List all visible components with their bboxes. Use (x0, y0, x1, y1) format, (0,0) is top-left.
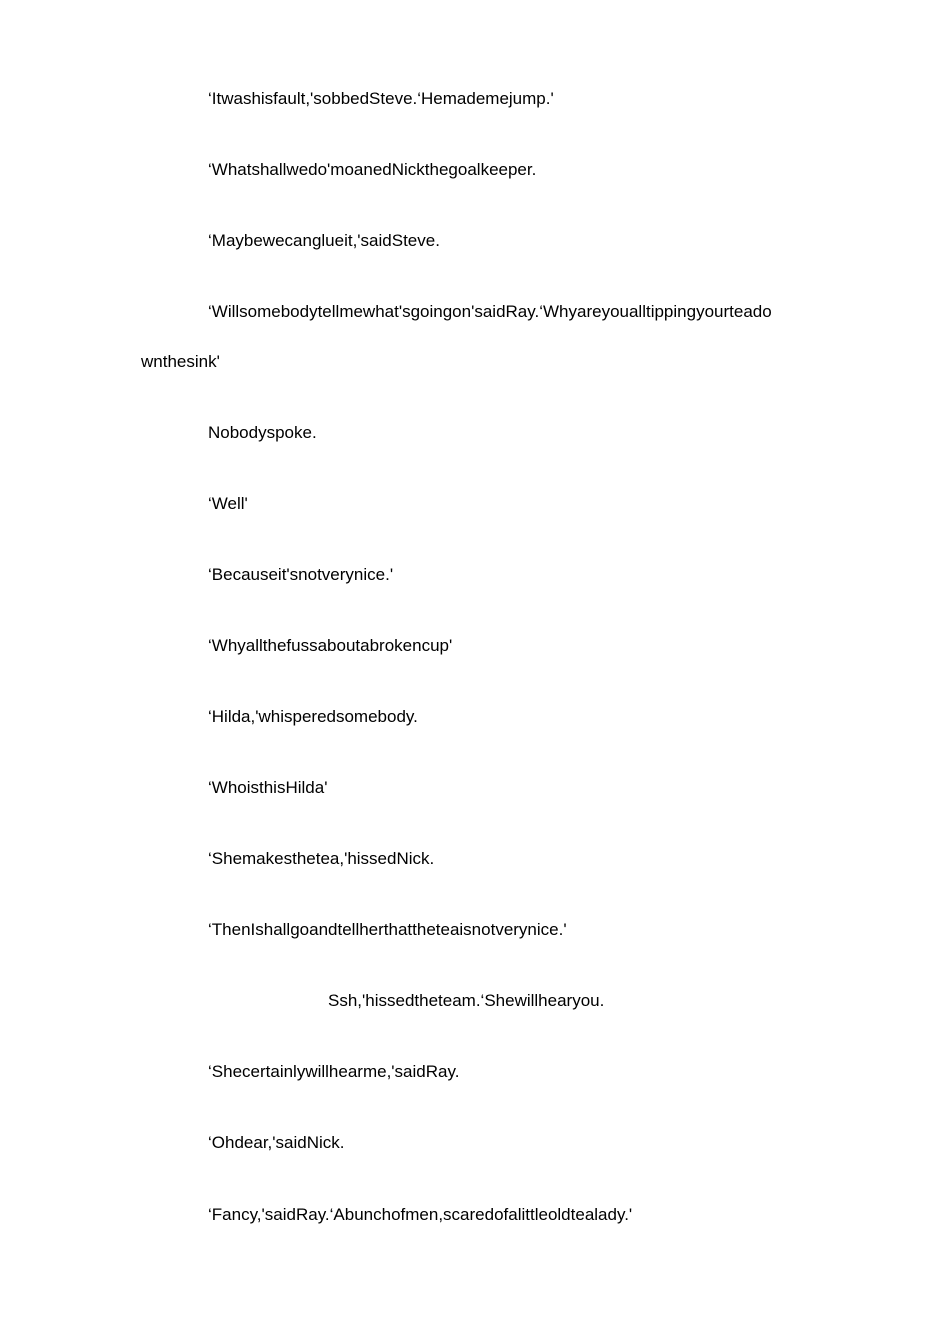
paragraph-line-continuation: wnthesink' (141, 352, 220, 371)
paragraph-line: ‘Maybewecanglueit,'saidSteve. (208, 231, 440, 250)
paragraph-line: ‘Itwashisfault,'sobbedSteve.‘Hemademejump.' (208, 89, 554, 108)
paragraph-line: ‘WhoisthisHilda' (208, 778, 328, 797)
paragraph-line: Nobodyspoke. (208, 423, 317, 442)
paragraph-line: ‘Becauseit'snotverynice.' (208, 565, 394, 584)
paragraph-line: ‘Whatshallwedo'moanedNickthegoalkeeper. (208, 160, 537, 179)
paragraph-line: ‘Hilda,'whisperedsomebody. (208, 707, 418, 726)
paragraph-line: ‘Shemakesthetea,'hissedNick. (208, 849, 435, 868)
paragraph-line: ‘Ohdear,'saidNick. (208, 1133, 345, 1152)
paragraph-line: ‘Fancy,'saidRay.‘Abunchofmen,scaredofalittleoldtealady.' (208, 1205, 633, 1224)
paragraph-line: ‘Shecertainlywillhearme,'saidRay. (208, 1062, 460, 1081)
paragraph-line: ‘Whyallthefussaboutabrokencup' (208, 636, 453, 655)
paragraph-line-centered: Ssh,'hissedtheteam.‘Shewillhearyou. (328, 991, 605, 1010)
paragraph-line: ‘ThenIshallgoandtellherthattheteaisnotverynice.' (208, 920, 567, 939)
paragraph-line: ‘Willsomebodytellmewhat'sgoingon'saidRay.‘Whyareyoualltippingyourteado (208, 302, 772, 321)
paragraph-line: ‘Well' (208, 494, 248, 513)
